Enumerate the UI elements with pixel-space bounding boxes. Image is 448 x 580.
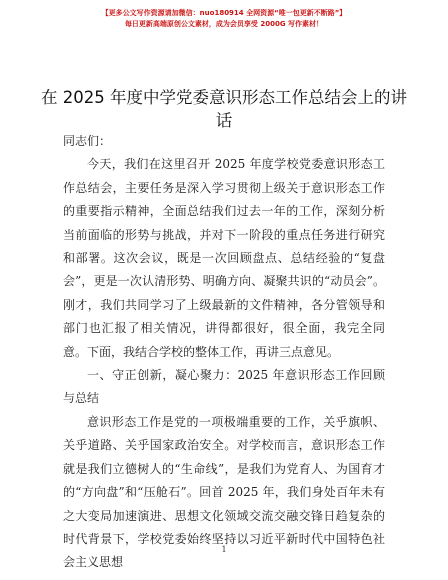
salutation: 同志们：	[63, 134, 112, 148]
section-heading-1: 一、守正创新，凝心聚力：2025 年意识形态工作回顾与总结	[63, 368, 385, 406]
paragraph-intro: 今天，我们在这里召开 2025 年度学校党委意识形态工作总结会，主要任务是深入学习贯彻上级关于意识形态工作的重要指示精神，全面总结我们过去一年的工作，深刻分析当前面临的形势与挑战，并对下一阶段的重点任务进行研究和部署。这次会议，既是一次回顾盘点、总结经验的“复盘会”，更是一次认清形势、明确方向、凝聚共识的“动员会”。刚才，我们共同学习了上级最新的文件精神，各分管领导和部门也汇报了相关情况，讲得都很好，很全面，我完全同意。下面，我结合学校的整体工作，再讲三点意见。	[63, 157, 385, 359]
document-title: 在 2025 年度中学党委意识形态工作总结会上的讲话	[41, 88, 407, 130]
promo-banner	[0, 8, 448, 30]
page-number: 1	[221, 545, 227, 554]
promo-banner-line-1: 【更多公文写作资源请加微信：nuo180914 全网资源“唯一包更新不断路”】	[101, 9, 347, 17]
document-body	[63, 130, 385, 575]
promo-banner-line-2: 每日更新高端原创公文素材，成为会员享受 2000G 写作素材！	[124, 20, 324, 28]
paragraph-section-1: 意识形态工作是党的一项极端重要的工作，关乎旗帜、关乎道路、关乎国家政治安全。对学校而言，意识形态工作就是我们立德树人的“生命线”，是我们为党育人、为国育才的“方向盘”和“压舱石”。回首 2025 年，我们身处百年未有之大变局加速演进、思想文化领域交流交融交锋日趋复杂的时代背景下，学校党委始终坚持以习近平新时代中国特色社会主义思想	[63, 414, 385, 570]
